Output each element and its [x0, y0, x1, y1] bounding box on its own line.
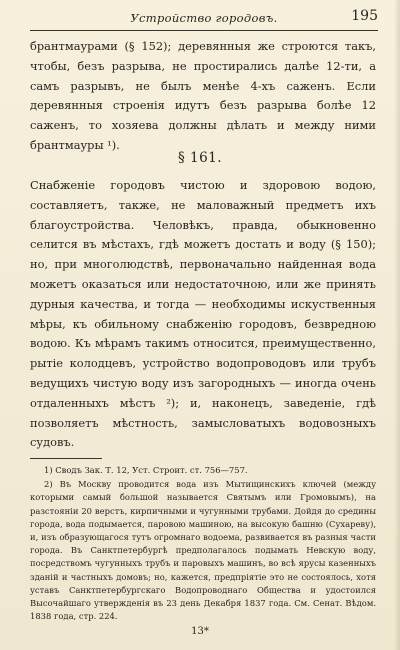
running-header [30, 8, 378, 31]
footnote-2: 2) Въ Москву проводится вода изъ Мытищинскихъ ключей (между которыми самый большой называется Святымъ или Громовымъ), на разстояніи 20 верстъ, кирпичными и чугунными трубами. Дойдя до средины города, вода подымается, паровою машиною, на высокую башню (Сухареву), и, изъ образующагося тутъ огромнаго водоема, развивается въ разныя части города. Въ Санктпетербургѣ предполагалось подымать Невскую воду, посредствомъ чугунныхъ трубъ и паровыхъ машинъ, во всѣ ярусы казенныхъ зданій и частныхъ домовъ; но, кажется, предпріятіе это не состоялось, хотя уставъ Санктпетербургскаго Водопроводнаго Общества и удостоился Высочайшаго утвержденія въ 23 день Декабря 1837 года. См. Сенат. Вѣдом. 1838 года, стр. 224. [30, 479, 376, 622]
paragraph-continued: брантмаурами (§ 152); деревянныя же строются такъ, чтобы, безъ разрыва, не простирались далѣе 12-ти, а самъ разрывъ, не былъ менѣе 4-хъ саженъ. Если деревянныя строенія идутъ безъ разрыва болѣе 12 саженъ, то хозяева должны дѣлать и между ними брантмауры ¹). [30, 39, 376, 152]
page-number: 195 [351, 8, 378, 24]
footnotes [30, 464, 376, 623]
running-title: Устройство городовъ. [130, 11, 278, 25]
footnote-divider [30, 458, 102, 459]
printer-signature-mark: 13* [191, 626, 209, 637]
page-edge-shadow [394, 0, 400, 650]
section-heading: § 161. [177, 150, 223, 166]
footnote-1: 1) Сводъ Зак. Т. 12, Уст. Строит. ст. 756—757. [44, 465, 248, 475]
paragraph-water-supply: Снабженіе городовъ чистою и здоровою водою, составляетъ, также, не маловажный предметъ ихъ благоустройства. Человѣкъ, правда, обыкновенно селится въ мѣстахъ, гдѣ можетъ достать и воду (§ 150); но, при многолюдствѣ, первоначально найденная вода можетъ оказаться или недостаточною, или же принять дурныя качества, и тогда — необходимы искуственныя мѣры, къ обильному снабженію городовъ, безвредною водою. Къ мѣрамъ такимъ относится, преимущественно, рытіе колодцевъ, устройство водопроводовъ или трубъ ведущихъ чистую воду изъ загородныхъ — иногда очень отдаленныхъ мѣстъ ²); и, наконецъ, заведеніе, гдѣ позволяетъ мѣстность, замысловатыхъ водовозныхъ судовъ. [30, 178, 376, 450]
